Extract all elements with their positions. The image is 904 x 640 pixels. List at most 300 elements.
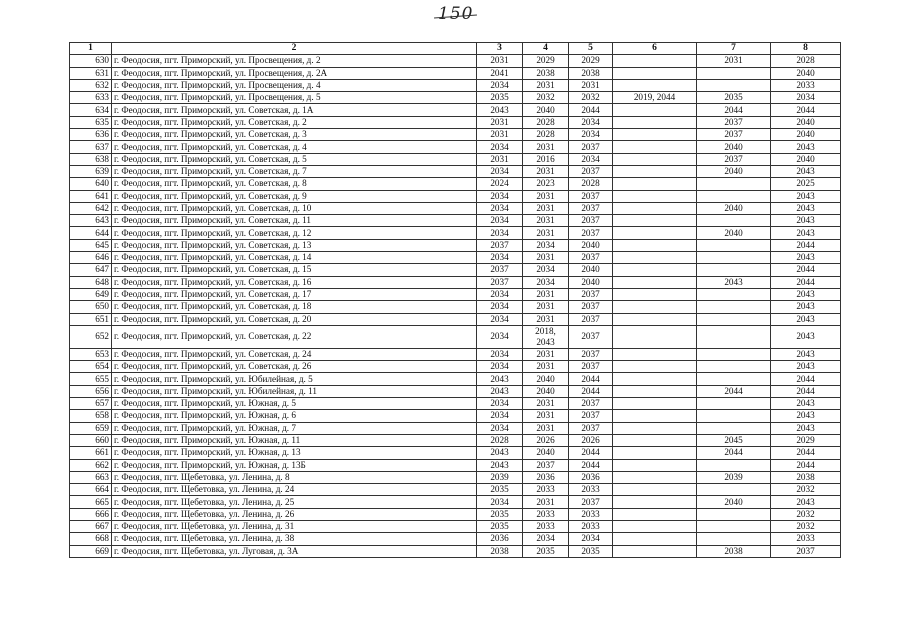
year-cell: 2033: [569, 508, 613, 520]
year-cell: [613, 496, 697, 508]
row-number-cell: 638: [70, 153, 112, 165]
table-row: [70, 165, 841, 177]
year-cell: [613, 398, 697, 410]
table-row: [70, 104, 841, 116]
year-cell: 2037: [697, 116, 771, 128]
address-cell: г. Феодосия, пгт. Приморский, ул. Юбилейная, д. 11: [112, 385, 477, 397]
row-number-cell: 664: [70, 484, 112, 496]
year-cell: [613, 141, 697, 153]
year-cell: 2037: [523, 459, 569, 471]
year-cell: 2029: [569, 55, 613, 67]
year-cell: 2037: [569, 422, 613, 434]
year-cell: 2037: [569, 165, 613, 177]
table-row: [70, 79, 841, 91]
table-row: [70, 496, 841, 508]
year-cell: 2044: [569, 385, 613, 397]
row-number-cell: 654: [70, 361, 112, 373]
address-cell: г. Феодосия, пгт. Приморский, ул. Советская, д. 8: [112, 178, 477, 190]
year-cell: 2026: [523, 434, 569, 446]
address-cell: г. Феодосия, пгт. Щебетовка, ул. Ленина, д. 8: [112, 471, 477, 483]
year-cell: 2040: [523, 373, 569, 385]
year-cell: 2034: [477, 361, 523, 373]
year-cell: [613, 361, 697, 373]
year-cell: 2037: [569, 410, 613, 422]
row-number-cell: 641: [70, 190, 112, 202]
year-cell: [697, 264, 771, 276]
year-cell: 2031: [477, 129, 523, 141]
year-cell: 2035: [477, 508, 523, 520]
table-row: [70, 533, 841, 545]
address-cell: г. Феодосия, пгт. Приморский, ул. Советская, д. 13: [112, 239, 477, 251]
address-cell: г. Феодосия, пгт. Приморский, ул. Советская, д. 9: [112, 190, 477, 202]
year-cell: [613, 239, 697, 251]
year-cell: [613, 264, 697, 276]
year-cell: 2043: [771, 227, 841, 239]
year-cell: 2037: [771, 545, 841, 557]
year-cell: 2031: [477, 153, 523, 165]
year-cell: 2044: [569, 104, 613, 116]
year-cell: [613, 276, 697, 288]
table-row: [70, 422, 841, 434]
year-cell: 2032: [771, 484, 841, 496]
year-cell: 2028: [569, 178, 613, 190]
year-cell: [697, 301, 771, 313]
row-number-cell: 633: [70, 92, 112, 104]
year-cell: [613, 55, 697, 67]
year-cell: 2044: [771, 239, 841, 251]
table-row: [70, 325, 841, 348]
year-cell: [697, 79, 771, 91]
year-cell: 2040: [569, 276, 613, 288]
column-header: 8: [771, 43, 841, 55]
year-cell: [697, 533, 771, 545]
year-cell: 2034: [569, 533, 613, 545]
year-cell: 2034: [523, 533, 569, 545]
year-cell: 2034: [477, 398, 523, 410]
year-cell: [613, 215, 697, 227]
year-cell: 2044: [771, 104, 841, 116]
column-header: 7: [697, 43, 771, 55]
year-cell: 2037: [477, 264, 523, 276]
address-cell: г. Феодосия, пгт. Приморский, ул. Советская, д. 17: [112, 288, 477, 300]
year-cell: 2035: [477, 484, 523, 496]
year-cell: [697, 178, 771, 190]
year-cell: 2040: [523, 104, 569, 116]
year-cell: 2043: [771, 325, 841, 348]
table-row: [70, 447, 841, 459]
column-header: 1: [70, 43, 112, 55]
year-cell: 2033: [523, 484, 569, 496]
year-cell: 2038: [477, 545, 523, 557]
year-cell: 2034: [477, 190, 523, 202]
year-cell: [613, 190, 697, 202]
year-cell: 2031: [523, 202, 569, 214]
address-cell: г. Феодосия, пгт. Щебетовка, ул. Ленина, д. 26: [112, 508, 477, 520]
year-cell: 2037: [697, 129, 771, 141]
year-cell: [697, 288, 771, 300]
row-number-cell: 630: [70, 55, 112, 67]
year-cell: 2040: [569, 264, 613, 276]
year-cell: 2044: [771, 447, 841, 459]
year-cell: 2043: [771, 496, 841, 508]
year-cell: 2043: [477, 385, 523, 397]
year-cell: [697, 373, 771, 385]
year-cell: 2033: [523, 520, 569, 532]
year-cell: 2038: [569, 67, 613, 79]
address-cell: г. Феодосия, пгт. Приморский, ул. Советская, д. 16: [112, 276, 477, 288]
year-cell: 2031: [477, 116, 523, 128]
table-row: [70, 434, 841, 446]
year-cell: [697, 484, 771, 496]
year-cell: [613, 385, 697, 397]
table-row: [70, 252, 841, 264]
year-cell: 2032: [771, 520, 841, 532]
year-cell: [613, 288, 697, 300]
row-number-cell: 659: [70, 422, 112, 434]
row-number-cell: 655: [70, 373, 112, 385]
address-cell: г. Феодосия, пгт. Приморский, ул. Советская, д. 7: [112, 165, 477, 177]
year-cell: 2043: [477, 373, 523, 385]
table-row: [70, 227, 841, 239]
row-number-cell: 631: [70, 67, 112, 79]
year-cell: [613, 484, 697, 496]
year-cell: [697, 215, 771, 227]
table-row: [70, 264, 841, 276]
table-row: [70, 141, 841, 153]
year-cell: 2040: [523, 385, 569, 397]
year-cell: [613, 153, 697, 165]
year-cell: 2040: [697, 496, 771, 508]
year-cell: 2031: [569, 79, 613, 91]
year-cell: 2031: [697, 55, 771, 67]
year-cell: [613, 459, 697, 471]
year-cell: 2040: [697, 202, 771, 214]
table-row: [70, 92, 841, 104]
address-cell: г. Феодосия, пгт. Приморский, ул. Южная, д. 11: [112, 434, 477, 446]
year-cell: 2037: [569, 215, 613, 227]
column-header: 2: [112, 43, 477, 55]
table-body: [70, 55, 841, 558]
address-cell: г. Феодосия, пгт. Приморский, ул. Просвещения, д. 2: [112, 55, 477, 67]
year-cell: 2029: [523, 55, 569, 67]
year-cell: 2031: [523, 288, 569, 300]
year-cell: [697, 252, 771, 264]
row-number-cell: 667: [70, 520, 112, 532]
table-row: [70, 520, 841, 532]
year-cell: 2034: [523, 264, 569, 276]
year-cell: [613, 434, 697, 446]
row-number-cell: 669: [70, 545, 112, 557]
table-row: [70, 67, 841, 79]
year-cell: 2034: [477, 215, 523, 227]
year-cell: 2043: [771, 361, 841, 373]
table-row: [70, 55, 841, 67]
row-number-cell: 658: [70, 410, 112, 422]
year-cell: [613, 104, 697, 116]
year-cell: 2031: [523, 227, 569, 239]
table-row: [70, 545, 841, 557]
row-number-cell: 648: [70, 276, 112, 288]
year-cell: 2038: [771, 471, 841, 483]
year-cell: 2040: [771, 129, 841, 141]
year-cell: 2018, 2043: [523, 325, 569, 348]
year-cell: 2026: [569, 434, 613, 446]
table-row: [70, 385, 841, 397]
address-cell: г. Феодосия, пгт. Приморский, ул. Просвещения, д. 2А: [112, 67, 477, 79]
year-cell: 2040: [771, 153, 841, 165]
year-cell: 2033: [569, 520, 613, 532]
year-cell: 2034: [477, 202, 523, 214]
year-cell: 2040: [771, 116, 841, 128]
row-number-cell: 660: [70, 434, 112, 446]
year-cell: 2036: [523, 471, 569, 483]
year-cell: 2037: [569, 398, 613, 410]
year-cell: [613, 165, 697, 177]
year-cell: 2043: [771, 348, 841, 360]
row-number-cell: 637: [70, 141, 112, 153]
year-cell: 2043: [697, 276, 771, 288]
table-row: [70, 116, 841, 128]
year-cell: 2037: [569, 325, 613, 348]
column-header: 6: [613, 43, 697, 55]
year-cell: [613, 301, 697, 313]
year-cell: 2033: [569, 484, 613, 496]
year-cell: 2035: [477, 520, 523, 532]
address-cell: г. Феодосия, пгт. Щебетовка, ул. Ленина, д. 31: [112, 520, 477, 532]
year-cell: 2045: [697, 434, 771, 446]
year-cell: [613, 129, 697, 141]
row-number-cell: 661: [70, 447, 112, 459]
year-cell: 2034: [477, 288, 523, 300]
year-cell: 2044: [771, 264, 841, 276]
year-cell: 2016: [523, 153, 569, 165]
address-cell: г. Феодосия, пгт. Приморский, ул. Южная, д. 13: [112, 447, 477, 459]
year-cell: 2034: [477, 313, 523, 325]
year-cell: 2038: [697, 545, 771, 557]
year-cell: [613, 471, 697, 483]
year-cell: 2032: [771, 508, 841, 520]
year-cell: 2035: [697, 92, 771, 104]
year-cell: [613, 116, 697, 128]
table-row: [70, 239, 841, 251]
year-cell: 2034: [477, 301, 523, 313]
year-cell: 2044: [697, 447, 771, 459]
year-cell: 2037: [569, 288, 613, 300]
year-cell: 2037: [569, 496, 613, 508]
address-cell: г. Феодосия, пгт. Приморский, ул. Южная, д. 13Б: [112, 459, 477, 471]
table-row: [70, 471, 841, 483]
row-number-cell: 663: [70, 471, 112, 483]
year-cell: 2038: [523, 67, 569, 79]
row-number-cell: 632: [70, 79, 112, 91]
row-number-cell: 651: [70, 313, 112, 325]
year-cell: [613, 447, 697, 459]
year-cell: 2034: [569, 153, 613, 165]
address-cell: г. Феодосия, пгт. Приморский, ул. Юбилейная, д. 5: [112, 373, 477, 385]
row-number-cell: 650: [70, 301, 112, 313]
year-cell: [613, 508, 697, 520]
year-cell: [613, 227, 697, 239]
year-cell: 2037: [569, 301, 613, 313]
year-cell: 2044: [569, 459, 613, 471]
row-number-cell: 649: [70, 288, 112, 300]
year-cell: 2034: [523, 276, 569, 288]
year-cell: 2037: [569, 202, 613, 214]
table-row: [70, 178, 841, 190]
year-cell: 2031: [523, 410, 569, 422]
year-cell: 2040: [697, 141, 771, 153]
year-cell: 2044: [569, 373, 613, 385]
year-cell: 2034: [477, 496, 523, 508]
year-cell: 2019, 2044: [613, 92, 697, 104]
year-cell: [697, 190, 771, 202]
year-cell: 2043: [771, 313, 841, 325]
year-cell: 2037: [569, 227, 613, 239]
year-cell: [697, 361, 771, 373]
address-cell: г. Феодосия, пгт. Щебетовка, ул. Ленина, д. 25: [112, 496, 477, 508]
table-row: [70, 313, 841, 325]
row-number-cell: 645: [70, 239, 112, 251]
year-cell: 2043: [771, 422, 841, 434]
year-cell: 2044: [771, 385, 841, 397]
row-number-cell: 653: [70, 348, 112, 360]
year-cell: [697, 520, 771, 532]
year-cell: 2028: [523, 129, 569, 141]
year-cell: 2034: [477, 348, 523, 360]
housing-register-table: [69, 42, 841, 558]
address-cell: г. Феодосия, пгт. Приморский, ул. Южная, д. 6: [112, 410, 477, 422]
address-cell: г. Феодосия, пгт. Приморский, ул. Южная, д. 7: [112, 422, 477, 434]
year-cell: 2043: [477, 104, 523, 116]
year-cell: 2034: [477, 79, 523, 91]
year-cell: 2035: [523, 545, 569, 557]
year-cell: 2031: [523, 79, 569, 91]
address-cell: г. Феодосия, пгт. Щебетовка, ул. Ленина, д. 24: [112, 484, 477, 496]
table-row: [70, 398, 841, 410]
year-cell: 2034: [477, 410, 523, 422]
year-cell: [613, 202, 697, 214]
column-header: 5: [569, 43, 613, 55]
year-cell: 2041: [477, 67, 523, 79]
year-cell: 2034: [477, 165, 523, 177]
table-row: [70, 190, 841, 202]
year-cell: 2037: [569, 141, 613, 153]
row-number-cell: 665: [70, 496, 112, 508]
year-cell: 2025: [771, 178, 841, 190]
year-cell: [613, 313, 697, 325]
year-cell: 2034: [569, 116, 613, 128]
address-cell: г. Феодосия, пгт. Приморский, ул. Советская, д. 18: [112, 301, 477, 313]
year-cell: 2033: [771, 79, 841, 91]
year-cell: [697, 67, 771, 79]
year-cell: 2043: [771, 398, 841, 410]
year-cell: 2036: [477, 533, 523, 545]
year-cell: 2034: [477, 141, 523, 153]
row-number-cell: 643: [70, 215, 112, 227]
address-cell: г. Феодосия, пгт. Щебетовка, ул. Ленина, д. 38: [112, 533, 477, 545]
year-cell: [697, 325, 771, 348]
year-cell: [613, 178, 697, 190]
row-number-cell: 668: [70, 533, 112, 545]
year-cell: [697, 508, 771, 520]
year-cell: 2028: [771, 55, 841, 67]
year-cell: 2023: [523, 178, 569, 190]
year-cell: [613, 520, 697, 532]
year-cell: 2040: [523, 447, 569, 459]
address-cell: г. Феодосия, пгт. Приморский, ул. Советская, д. 22: [112, 325, 477, 348]
year-cell: 2037: [697, 153, 771, 165]
year-cell: 2032: [523, 92, 569, 104]
row-number-cell: 657: [70, 398, 112, 410]
year-cell: 2035: [569, 545, 613, 557]
year-cell: 2043: [771, 252, 841, 264]
year-cell: 2029: [771, 434, 841, 446]
year-cell: [613, 422, 697, 434]
row-number-cell: 666: [70, 508, 112, 520]
row-number-cell: 652: [70, 325, 112, 348]
year-cell: 2044: [697, 385, 771, 397]
year-cell: 2028: [523, 116, 569, 128]
year-cell: 2031: [523, 496, 569, 508]
year-cell: 2044: [771, 276, 841, 288]
year-cell: [613, 373, 697, 385]
table-row: [70, 301, 841, 313]
year-cell: 2043: [771, 410, 841, 422]
year-cell: 2039: [697, 471, 771, 483]
row-number-cell: 662: [70, 459, 112, 471]
year-cell: 2040: [569, 239, 613, 251]
table-row: [70, 153, 841, 165]
address-cell: г. Феодосия, пгт. Приморский, ул. Советская, д. 24: [112, 348, 477, 360]
year-cell: [613, 545, 697, 557]
year-cell: 2044: [697, 104, 771, 116]
address-cell: г. Феодосия, пгт. Приморский, ул. Советская, д. 4: [112, 141, 477, 153]
year-cell: 2044: [771, 373, 841, 385]
address-cell: г. Феодосия, пгт. Приморский, ул. Советская, д. 15: [112, 264, 477, 276]
year-cell: 2031: [523, 422, 569, 434]
year-cell: 2037: [477, 276, 523, 288]
year-cell: 2031: [523, 252, 569, 264]
year-cell: 2044: [569, 447, 613, 459]
table-row: [70, 288, 841, 300]
address-cell: г. Феодосия, пгт. Приморский, ул. Советская, д. 14: [112, 252, 477, 264]
address-cell: г. Феодосия, пгт. Приморский, ул. Советская, д. 3: [112, 129, 477, 141]
address-cell: г. Феодосия, пгт. Приморский, ул. Советская, д. 5: [112, 153, 477, 165]
year-cell: 2031: [523, 165, 569, 177]
year-cell: [697, 422, 771, 434]
year-cell: 2036: [569, 471, 613, 483]
year-cell: 2043: [771, 288, 841, 300]
year-cell: 2024: [477, 178, 523, 190]
year-cell: [697, 239, 771, 251]
table-row: [70, 276, 841, 288]
year-cell: [697, 410, 771, 422]
year-cell: [613, 325, 697, 348]
year-cell: 2034: [477, 422, 523, 434]
year-cell: 2031: [523, 313, 569, 325]
table-row: [70, 484, 841, 496]
row-number-cell: 639: [70, 165, 112, 177]
year-cell: 2043: [771, 215, 841, 227]
year-cell: 2033: [771, 533, 841, 545]
table-row: [70, 129, 841, 141]
address-cell: г. Феодосия, пгт. Щебетовка, ул. Луговая, д. 3А: [112, 545, 477, 557]
address-cell: г. Феодосия, пгт. Приморский, ул. Советская, д. 1А: [112, 104, 477, 116]
year-cell: 2037: [569, 361, 613, 373]
handwritten-page-number: 150: [438, 4, 474, 24]
year-cell: 2028: [477, 434, 523, 446]
year-cell: 2034: [477, 227, 523, 239]
